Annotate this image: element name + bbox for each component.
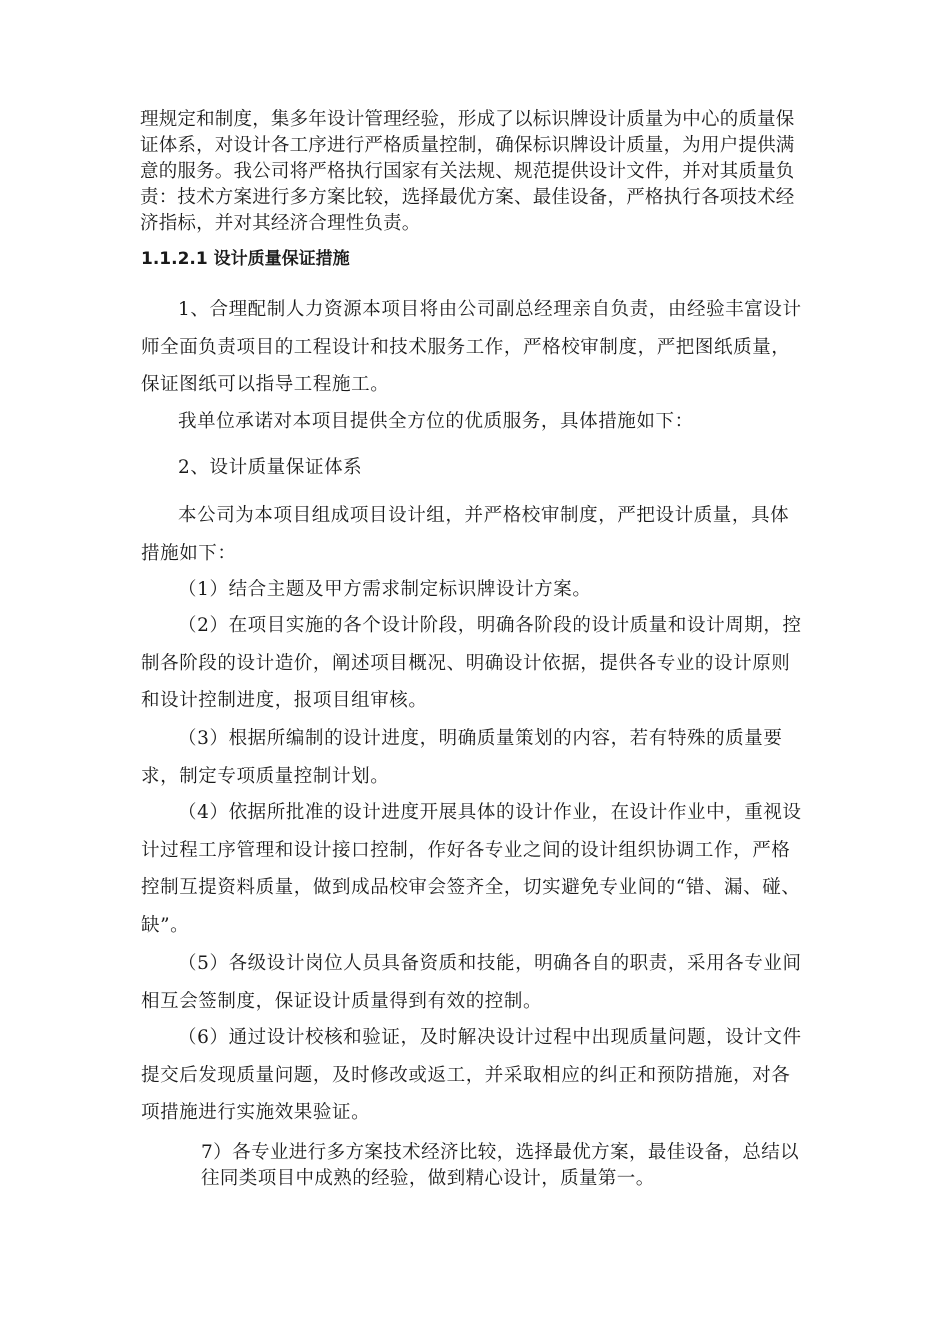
paragraph-commitment: 我单位承诺对本项目提供全方位的优质服务，具体措施如下：: [178, 411, 694, 432]
list-item-2: （2）在项目实施的各个设计阶段，明确各阶段的设计质量和设计周期，控制各阶段的设计造价，阐述项目概况、明确设计依据，提供各专业的设计原则和设计控制进度，报项目组审核。: [141, 615, 802, 711]
section-heading: 1.1.2.1 设计质量保证措施: [141, 249, 350, 269]
list-item-5: （5）各级设计岗位人员具备资质和技能，明确各自的职责，采用各专业间相互会签制度，保证设计质量得到有效的控制。: [141, 953, 802, 1012]
paragraph-measures-intro: 本公司为本项目组成项目设计组，并严格校审制度，严把设计质量，具体措施如下：: [141, 505, 790, 564]
list-item-1: （1）结合主题及甲方需求制定标识牌设计方案。: [178, 579, 592, 600]
paragraph-system-title: 2、设计质量保证体系: [178, 457, 363, 478]
list-item-4: （4）依据所批准的设计进度开展具体的设计作业，在设计作业中，重视设计过程工序管理和设计接口控制，作好各专业之间的设计组织协调工作，严格控制互提资料质量，做到成品校审会签齐全，切实避免专业间的“错、漏、碰、缺”。: [141, 802, 802, 936]
list-item-3: （3）根据所编制的设计进度，明确质量策划的内容，若有特殊的质量要求，制定专项质量控制计划。: [141, 728, 783, 787]
list-item-6: （6）通过设计校核和验证，及时解决设计过程中出现质量问题，设计文件提交后发现质量问题，及时修改或返工，并采取相应的纠正和预防措施，对各项措施进行实施效果验证。: [141, 1027, 802, 1123]
list-item-7: 7）各专业进行多方案技术经济比较，选择最优方案，最佳设备，总结以往同类项目中成熟的经验，做到精心设计，质量第一。: [201, 1142, 800, 1189]
paragraph-staffing: 1、合理配制人力资源本项目将由公司副总经理亲自负责，由经验丰富设计师全面负责项目的工程设计和技术服务工作，严格校审制度，严把图纸质量，保证图纸可以指导工程施工。: [141, 299, 802, 395]
intro-paragraph: 理规定和制度，集多年设计管理经验，形成了以标识牌设计质量为中心的质量保证体系，对设计各工序进行严格质量控制，确保标识牌设计质量，为用户提供满意的服务。我公司将严格执行国家有关法规、规范提供设计文件，并对其质量负责：技术方案进行多方案比较，选择最优方案、最佳设备，严格执行各项技术经济指标，并对其经济合理性负责。: [140, 109, 795, 234]
